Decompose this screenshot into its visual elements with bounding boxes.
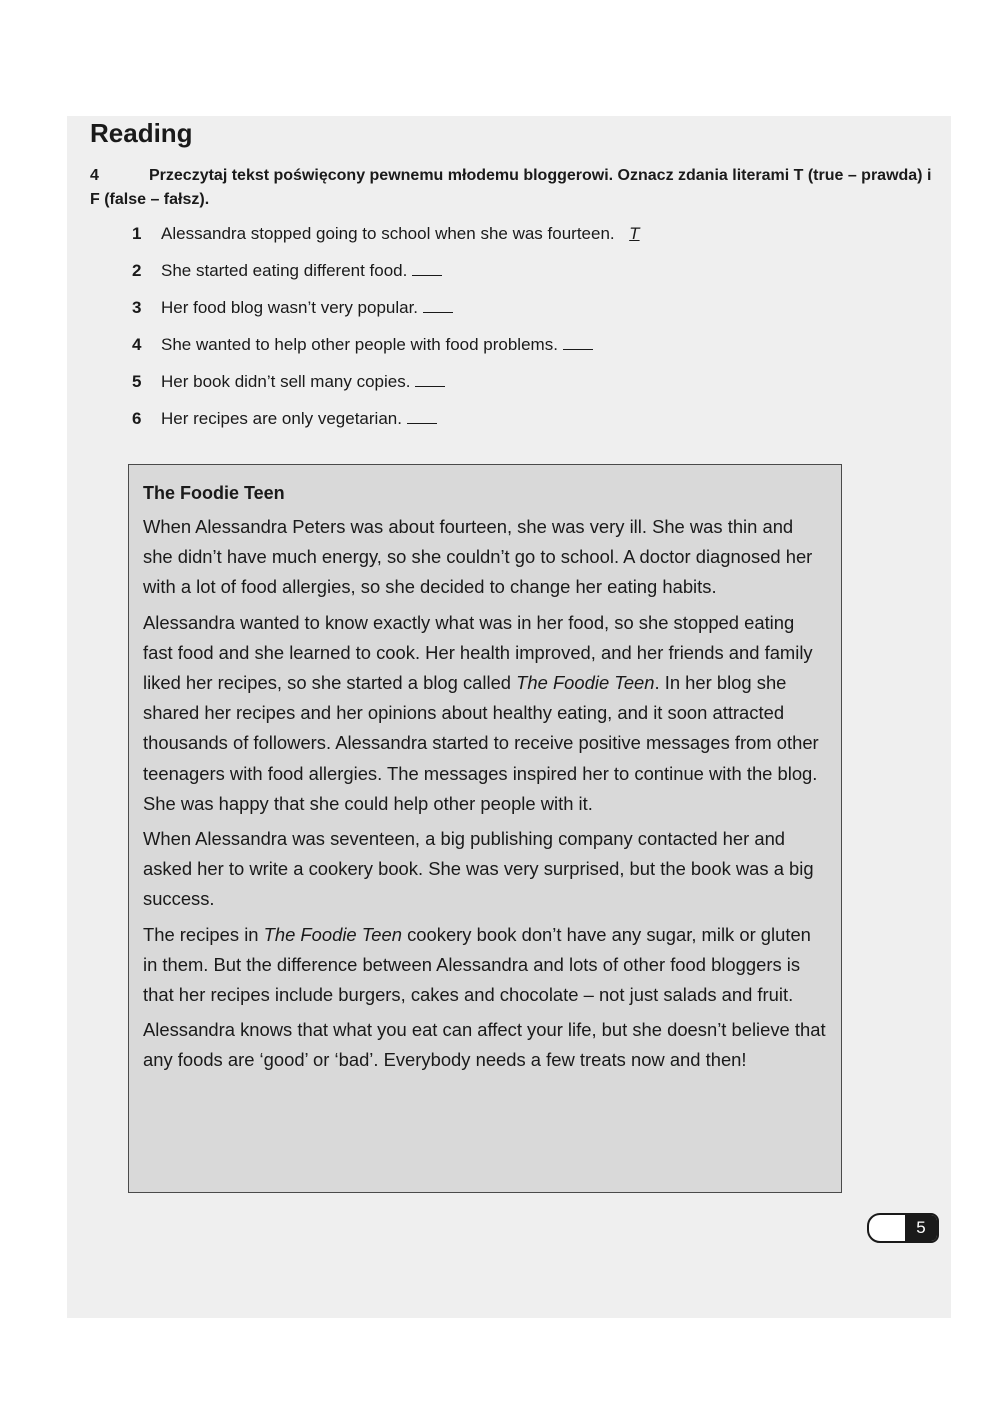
statement-text: Alessandra stopped going to school when she was fourteen. (161, 224, 615, 243)
statement-text: Her food blog wasn’t very popular. (161, 298, 419, 317)
article-paragraph: Alessandra knows that what you eat can affect your life, but she doesn’t believe that any foods are ‘good’ or ‘bad’. Everybody needs a few treats now and then! (143, 1019, 826, 1071)
statement-item (132, 296, 649, 333)
page-number: 5 (905, 1215, 937, 1241)
article-paragraph: When Alessandra Peters was about fourteen, she was very ill. She was thin and she didn’t have much energy, so she couldn’t go to school. A doctor diagnosed her with a lot of food allergies, so she decided to change her eating habits. (143, 516, 813, 598)
statement-list (132, 222, 649, 444)
statement-number: 6 (132, 409, 142, 428)
answer-blank[interactable] (407, 409, 437, 424)
exercise-number: 4 (90, 167, 99, 184)
article-text: . In her blog she shared her recipes and her opinions about healthy eating, and it soon attracted thousands of followers. Alessandra started to receive positive messages from other teenagers with food allergies. The messages inspired her to continue with the blog. She was happy that she could help other people with it. (143, 672, 819, 814)
statement-item (132, 222, 649, 259)
exercise-instruction (90, 164, 935, 212)
statement-text: Her book didn’t sell many copies. (161, 372, 411, 391)
statement-number: 3 (132, 298, 142, 317)
article-paragraph (143, 920, 827, 1011)
exercise-instruction-text: Przeczytaj tekst poświęcony pewnemu młodemu bloggerowi. Oznacz zdania literami T (true – prawda) i F (false – fałsz). (90, 167, 932, 208)
worksheet-page (67, 116, 951, 1318)
statement-item (132, 407, 649, 444)
answer-blank[interactable] (412, 261, 442, 276)
statement-number: 5 (132, 372, 142, 391)
article-title: The Foodie Teen (143, 483, 285, 503)
article-text: The recipes in (143, 923, 264, 945)
statement-item (132, 370, 649, 407)
article-paragraph (143, 608, 827, 819)
statement-item (132, 259, 649, 296)
answer-blank[interactable] (415, 372, 445, 387)
article-box (128, 464, 842, 1193)
answer-blank[interactable]: T (629, 224, 640, 243)
statement-number: 2 (132, 261, 142, 280)
answer-blank[interactable] (423, 298, 453, 313)
article-paragraph: When Alessandra was seventeen, a big publishing company contacted her and asked her to write a cookery book. She was very surprised, but the book was a big success. (143, 828, 814, 910)
statement-text: She started eating different food. (161, 261, 408, 280)
article-text: Alessandra wanted to know exactly what was in her food, so she stopped eating fast food and she learned to cook. Her health improved, and her friends and family liked her recipes, so she started a blog called (143, 611, 813, 694)
statement-text: Her recipes are only vegetarian. (161, 409, 402, 428)
section-title: Reading (90, 118, 193, 148)
blog-title: The Foodie Teen (516, 672, 655, 694)
page-number-tab (867, 1213, 939, 1243)
article-text: cookery book don’t have any sugar, milk or gluten in them. But the difference between Alessandra and lots of other food bloggers is that her recipes include burgers, cakes and chocolate – not just salads and fruit. (143, 923, 811, 1006)
statement-number: 4 (132, 335, 142, 354)
book-title: The Foodie Teen (263, 923, 402, 945)
statement-number: 1 (132, 224, 142, 243)
answer-blank[interactable] (563, 335, 593, 350)
statement-text: She wanted to help other people with food problems. (161, 335, 558, 354)
statement-item (132, 333, 649, 370)
